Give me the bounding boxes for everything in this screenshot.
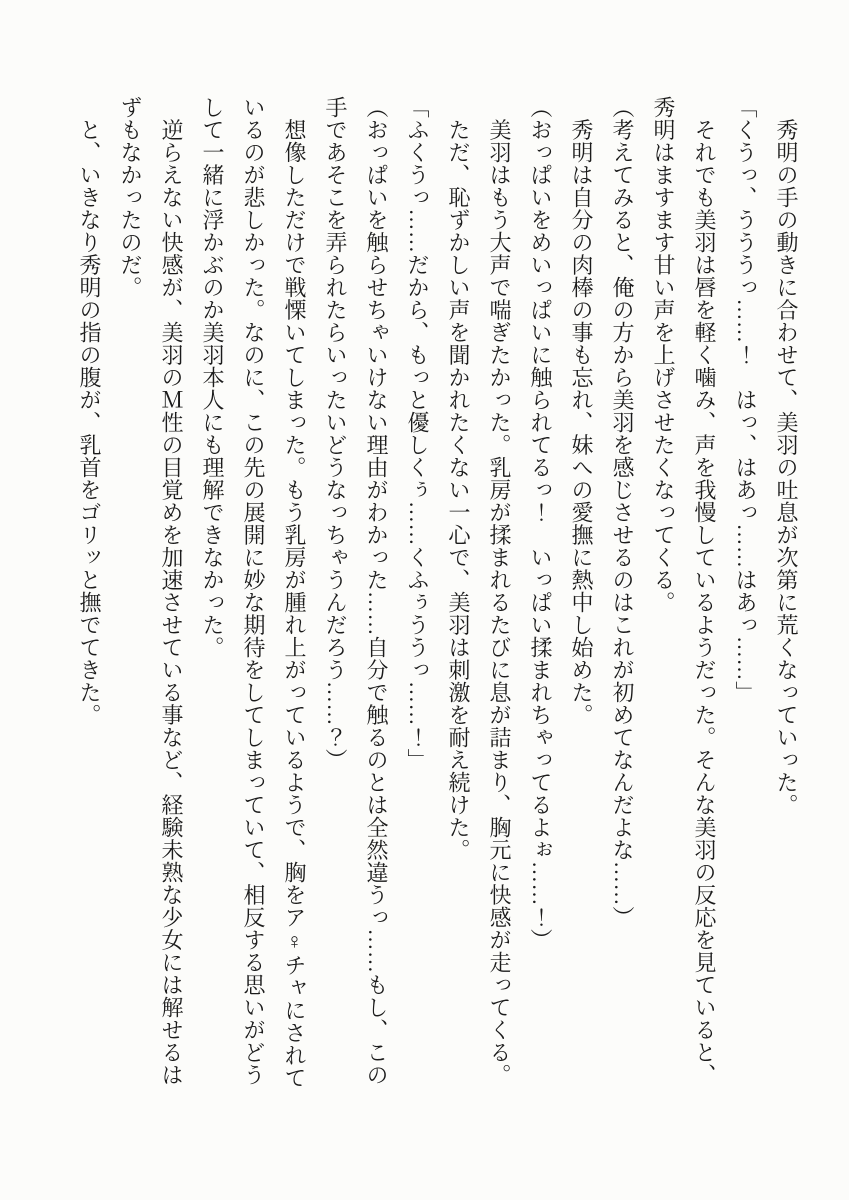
text-line: 「くうっ、うううっ……！ はっ、はあっ……はあっ……」 — [733, 96, 758, 704]
text-line: ただ、恥ずかしい声を聞かれたくない一心で、美羽は刺激を耐え続けた。 — [446, 96, 471, 861]
text-line: 想像しただけで戦慄いてしまった。もう乳房が腫れ上がっているようで、胸をア♀チャにされて — [282, 96, 307, 1089]
text-line: して一緒に浮かぶのか美羽本人にも理解できなかった。 — [200, 96, 225, 659]
vertical-text-block — [69, 96, 807, 1106]
text-line: 逆らえない快感が、美羽のＭ性の目覚めを加速させている事など、経験未熟な少女には解せるは — [159, 96, 184, 1086]
text-line: と、いきなり秀明の指の腹が、乳首をゴリッと撫でてきた。 — [77, 96, 102, 726]
text-line: 秀明は自分の肉棒の事も忘れ、妹への愛撫に熱中し始めた。 — [569, 96, 594, 726]
text-line: 「ふくうっ……だから、もっと優しくぅ……くふぅううっ……！」 — [405, 96, 430, 771]
text-line: 美羽はもう大声で喘ぎたかった。乳房が揉まれるたびに息が詰まり、胸元に快感が走ってくる。 — [487, 96, 512, 1086]
text-line: （おっぱいをめいっぱいに触られてるっ！ いっぱい揉まれちゃってるよぉ……！） — [528, 96, 553, 951]
text-line: いるのが悲しかった。なのに、この先の展開に妙な期待をしてしまっていて、相反する思いがどう — [241, 96, 266, 1086]
text-line: （考えてみると、俺の方から美羽を感じさせるのはこれが初めてなんだよな……） — [610, 96, 635, 929]
text-line: 秀明の手の動きに合わせて、美羽の吐息が次第に荒くなっていった。 — [774, 96, 799, 816]
text-line: 手であそこを弄られたらいったいどうなっちゃうんだろう……？） — [323, 96, 348, 771]
text-line: （おっぱいを触らせちゃいけない理由がわかった……自分で触るのとは全然違うっ……もし、この — [364, 96, 389, 1086]
text-line: ずもなかったのだ。 — [118, 96, 143, 299]
text-line: それでも美羽は唇を軽く噛み、声を我慢しているようだった。そんな美羽の反応を見ていると、 — [692, 96, 717, 1086]
text-line: 秀明はますます甘い声を上げさせたくなってくる。 — [651, 96, 676, 614]
